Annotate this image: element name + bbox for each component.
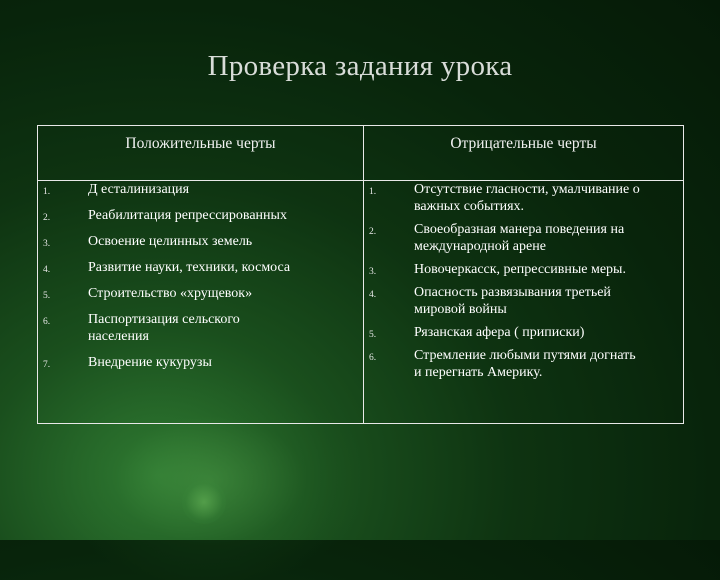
list-item-number: 1. [369, 187, 377, 197]
list-item-text: Паспортизация сельского населения [88, 312, 240, 344]
list-item [364, 181, 644, 215]
list-item-text: Освоение целинных земель [88, 234, 253, 249]
negative-list [364, 181, 683, 381]
list-item-text: Стремление любыми путями догнать и перегнать Америку. [414, 348, 636, 380]
list-item-number: 3. [369, 267, 377, 277]
positive-header: Положительные черты [125, 135, 276, 152]
comparison-table [37, 125, 684, 424]
list-item-number: 7. [43, 360, 51, 370]
list-item-text: Рязанская афера ( приписки) [414, 325, 585, 340]
negative-list-cell [364, 181, 684, 424]
negative-header-cell [364, 126, 684, 181]
slide-title: Проверка задания урока [207, 50, 513, 82]
list-item [38, 311, 288, 345]
list-item-number: 4. [43, 265, 51, 275]
list-item [38, 233, 363, 250]
list-item-number: 4. [369, 290, 377, 300]
list-item-text: Строительство «хрущевок» [88, 286, 253, 301]
list-item-number: 2. [43, 213, 51, 223]
list-item-number: 2. [369, 227, 377, 237]
list-item [38, 259, 363, 276]
negative-header: Отрицательные черты [450, 135, 597, 152]
list-item [38, 181, 363, 198]
positive-list-cell [38, 181, 364, 424]
positive-header-cell [38, 126, 364, 181]
list-item-number: 6. [43, 317, 51, 327]
list-item-text: Отсутствие гласности, умалчивание о важных событиях. [414, 182, 640, 214]
list-item-text: Д есталинизация [88, 182, 190, 197]
list-item [364, 261, 683, 278]
list-item-text: Внедрение кукурузы [88, 355, 212, 370]
list-item [364, 284, 644, 318]
list-item [364, 324, 683, 341]
list-item-number: 5. [369, 330, 377, 340]
list-item-text: Новочеркасск, репрессивные меры. [414, 262, 626, 277]
list-item [38, 354, 363, 371]
list-item-text: Развитие науки, техники, космоса [88, 260, 291, 275]
list-item [364, 347, 644, 381]
positive-list [38, 181, 363, 371]
list-item [364, 221, 664, 255]
list-item [38, 285, 363, 302]
list-item-number: 5. [43, 291, 51, 301]
list-item-number: 3. [43, 239, 51, 249]
list-item-number: 1. [43, 187, 51, 197]
list-item-text: Опасность развязывания третьей мировой войны [414, 285, 611, 317]
list-item-number: 6. [369, 353, 377, 363]
list-item [38, 207, 363, 224]
list-item-text: Реабилитация репрессированных [88, 208, 287, 223]
list-item-text: Своеобразная манера поведения на международной арене [414, 222, 625, 254]
decorative-light-dot [182, 480, 226, 524]
